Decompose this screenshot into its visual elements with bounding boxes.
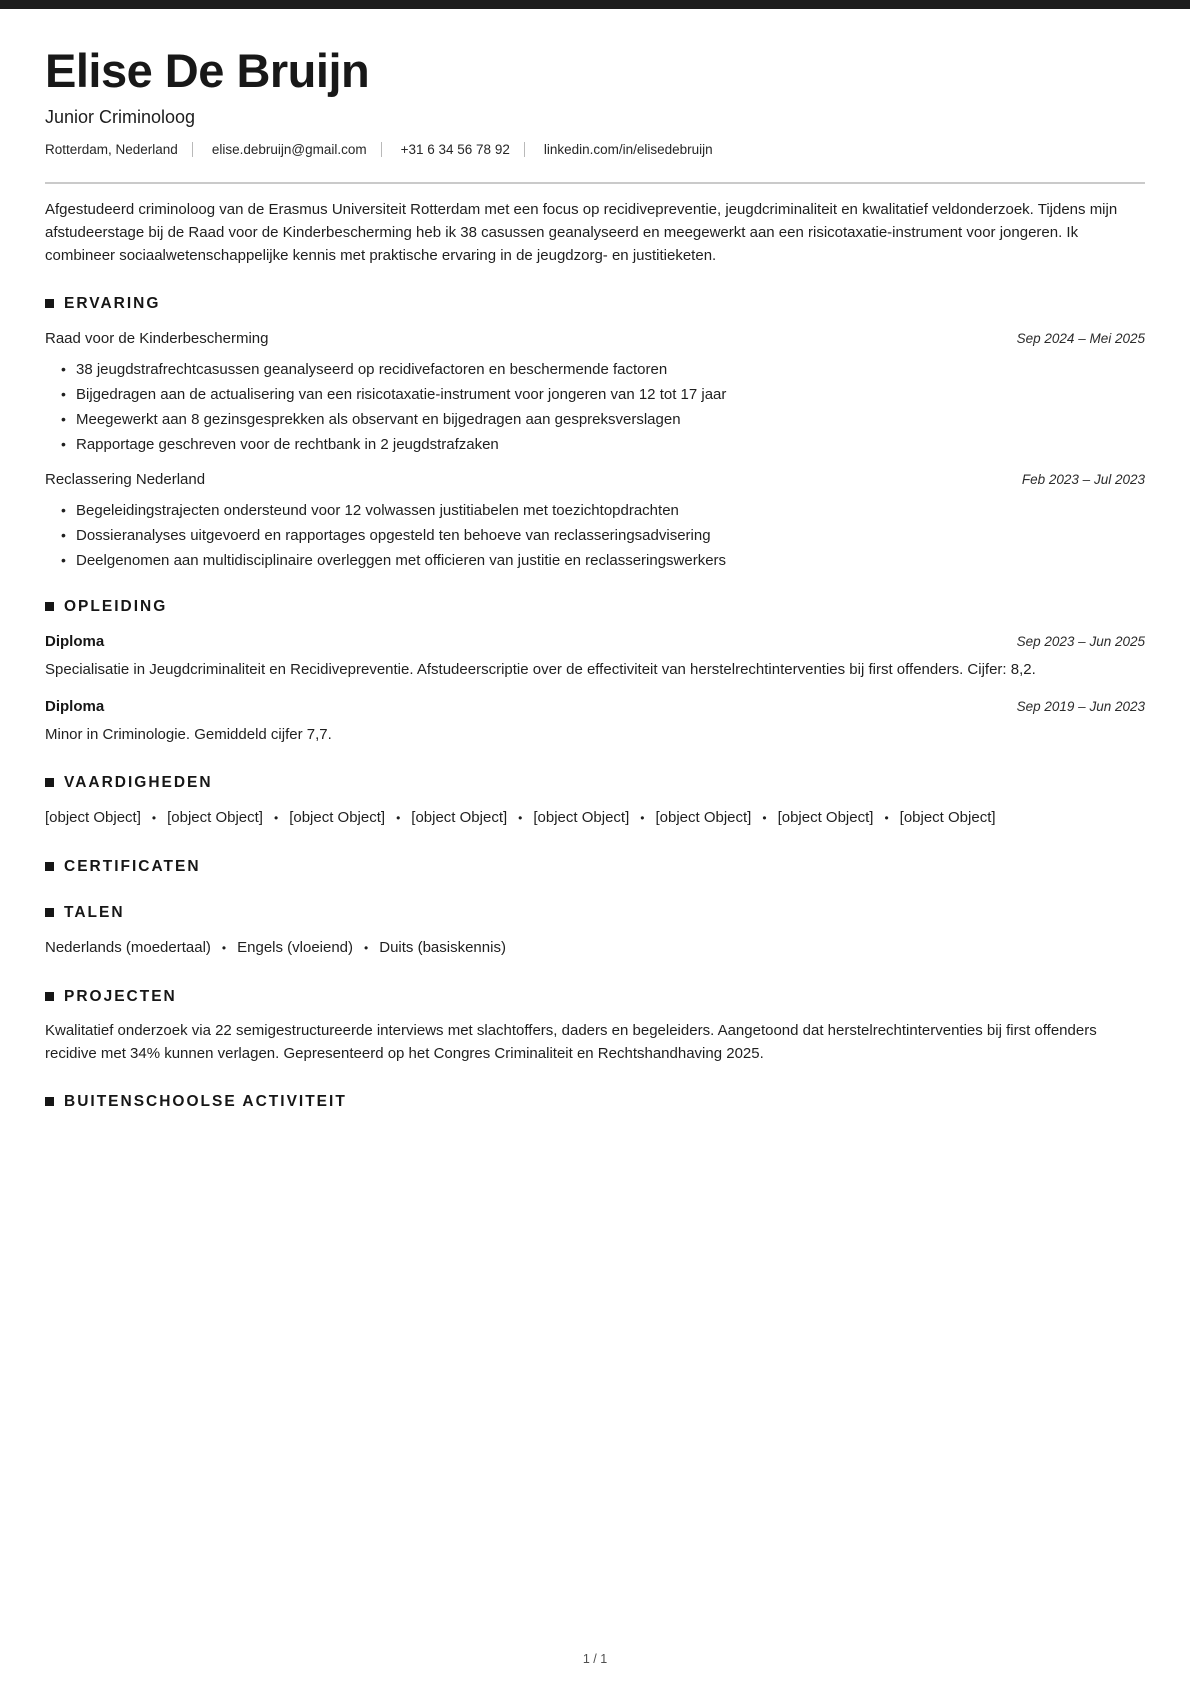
section-certificates <box>45 858 1145 876</box>
language-item: • Duits (basiskennis) <box>353 936 506 960</box>
experience-bullet-list <box>45 360 1145 454</box>
date-range: Sep 2019 – Jun 2023 <box>1016 698 1145 714</box>
top-border-bar <box>0 0 1190 9</box>
skill-item: • [object Object] <box>507 806 629 830</box>
skill-item: • [object Object] <box>751 806 873 830</box>
job-title: Junior Criminoloog <box>45 106 196 127</box>
company-name: Raad voor de Kinderbescherming <box>45 329 269 347</box>
bullet-item: • Dossieranalyses uitgevoerd en rapportages opgesteld ten behoeve van reclasseringsadvisering <box>76 526 1145 545</box>
section-heading-languages <box>45 904 1145 922</box>
entry-header-row <box>45 633 1145 650</box>
contact-item: linkedin.com/in/elisedebruijn <box>510 142 713 157</box>
section-extracurricular <box>45 1093 1145 1111</box>
section-marker-icon <box>45 602 54 611</box>
section-education <box>45 598 1145 746</box>
experience-entry <box>45 330 1145 454</box>
date-range: Sep 2023 – Jun 2025 <box>1016 633 1145 649</box>
skill-item: • [object Object] <box>263 806 385 830</box>
section-projects <box>45 988 1145 1065</box>
skills-list <box>45 806 1145 830</box>
bullet-item: • Begeleidingstrajecten ondersteund voor 12 volwassen justitiabelen met toezichtopdrachten <box>76 501 1145 520</box>
skill-item: • [object Object] <box>873 806 995 830</box>
section-heading-label: BUITENSCHOOLSE ACTIVITEIT <box>64 1092 347 1110</box>
section-heading-projects <box>45 988 1145 1006</box>
experience-bullet-list <box>45 501 1145 570</box>
section-marker-icon <box>45 299 54 308</box>
language-item: • Engels (vloeiend) <box>211 936 353 960</box>
section-marker-icon <box>45 908 54 917</box>
summary-paragraph: Afgestudeerd criminoloog van de Erasmus Universiteit Rotterdam met een focus op recidivepreventie, jeugdcriminaliteit en kwalitatief veldonderzoek. Tijdens mijn afstudeerstage bij de Raad voor de Kinderbescherming heb ik 38 casussen geanalyseerd en meegewerkt aan een risicotaxatie-instrument voor jongeren. Ik combineer sociaalwetenschappelijke kennis met praktische ervaring in de jeugdzorg- en justitieketen. <box>45 200 1118 264</box>
section-marker-icon <box>45 1097 54 1106</box>
section-experience <box>45 295 1145 570</box>
section-heading-label: VAARDIGHEDEN <box>64 773 213 791</box>
section-heading-extracurricular <box>45 1093 1145 1111</box>
bullet-item: • Meegewerkt aan 8 gezinsgesprekken als observant en bijgedragen aan gespreksverslagen <box>76 410 1145 429</box>
company-name: Reclassering Nederland <box>45 470 206 488</box>
section-heading-certificates <box>45 858 1145 876</box>
date-range: Sep 2024 – Mei 2025 <box>1016 330 1145 346</box>
section-heading-label: OPLEIDING <box>64 597 168 615</box>
entry-header-row <box>45 698 1145 715</box>
education-entry <box>45 698 1145 746</box>
resume-header <box>45 45 1145 157</box>
entry-header-row <box>45 330 1145 347</box>
education-entry <box>45 633 1145 681</box>
bullet-item: • Rapportage geschreven voor de rechtbank in 2 jeugdstrafzaken <box>76 435 1145 454</box>
section-heading-education <box>45 598 1145 616</box>
section-languages <box>45 904 1145 960</box>
degree-name: Diploma <box>45 632 105 650</box>
contact-item: Rotterdam, Nederland <box>45 141 178 157</box>
resume-content <box>0 45 1190 1111</box>
section-marker-icon <box>45 862 54 871</box>
page-indicator: 1 / 1 <box>582 1652 608 1666</box>
skill-item: [object Object] <box>45 808 141 826</box>
section-skills <box>45 774 1145 830</box>
date-range: Feb 2023 – Jul 2023 <box>1021 471 1145 487</box>
contact-item: elise.debruijn@gmail.com <box>178 142 367 157</box>
experience-entry <box>45 471 1145 570</box>
section-heading-experience <box>45 295 1145 313</box>
section-heading-label: PROJECTEN <box>64 987 177 1005</box>
section-heading-skills <box>45 774 1145 792</box>
bullet-item: • Deelgenomen aan multidisciplinaire overleggen met officieren van justitie en reclasseringswerkers <box>76 551 1145 570</box>
languages-list <box>45 936 1145 960</box>
project-description: Kwalitatief onderzoek via 22 semigestructureerde interviews met slachtoffers, daders en begeleiders. Aangetoond dat herstelrechtinterventies bij first offenders recidive met 34% kunnen verlagen. Gepresenteerd op het Congres Criminaliteit en Rechtshandhaving 2025. <box>45 1021 1097 1062</box>
person-name: Elise De Bruijn <box>45 44 370 97</box>
language-item: Nederlands (moedertaal) <box>45 938 211 956</box>
entry-header-row <box>45 471 1145 488</box>
skill-item: • [object Object] <box>141 806 263 830</box>
section-marker-icon <box>45 992 54 1001</box>
contact-item: +31 6 34 56 78 92 <box>367 142 510 157</box>
header-divider <box>45 182 1145 184</box>
bullet-item: • Bijgedragen aan de actualisering van een risicotaxatie-instrument voor jongeren van 12 tot 17 jaar <box>76 385 1145 404</box>
degree-name: Diploma <box>45 697 105 715</box>
education-description: Minor in Criminologie. Gemiddeld cijfer 7,7. <box>45 725 332 743</box>
section-heading-label: CERTIFICATEN <box>64 857 201 875</box>
section-marker-icon <box>45 778 54 787</box>
bullet-item: • 38 jeugdstrafrechtcasussen geanalyseerd op recidivefactoren en beschermende factoren <box>76 360 1145 379</box>
education-description: Specialisatie in Jeugdcriminaliteit en Recidivepreventie. Afstudeerscriptie over de effectiviteit van herstelrechtinterventies bij first offenders. Cijfer: 8,2. <box>45 660 1036 678</box>
section-heading-label: TALEN <box>64 903 125 921</box>
skill-item: • [object Object] <box>629 806 751 830</box>
skill-item: • [object Object] <box>385 806 507 830</box>
contact-row <box>45 142 1145 157</box>
section-heading-label: ERVARING <box>64 294 161 312</box>
